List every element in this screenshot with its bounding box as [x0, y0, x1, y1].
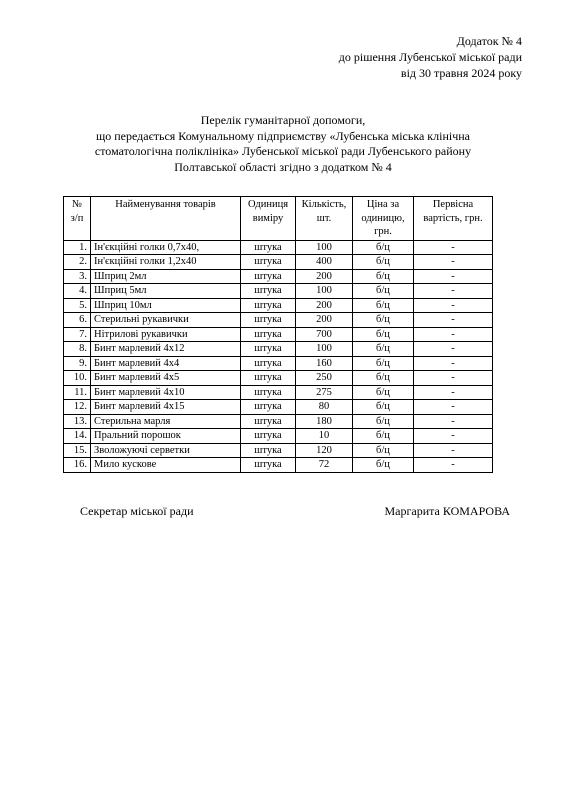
appendix-number: Додаток № 4 — [456, 34, 522, 48]
goods-table — [63, 196, 493, 473]
table-header-row — [64, 197, 493, 241]
unit-cell: штука — [241, 298, 296, 313]
quantity-cell: 100 — [296, 284, 353, 299]
unit-cell: штука — [241, 269, 296, 284]
unit-price-cell: б/ц — [353, 327, 414, 342]
row-number-cell: 16. — [64, 458, 91, 473]
initial-cost-cell: - — [414, 327, 493, 342]
item-name-cell: Мило кускове — [91, 458, 241, 473]
quantity-cell: 400 — [296, 255, 353, 270]
row-number-cell: 10. — [64, 371, 91, 386]
document-title — [0, 113, 566, 175]
unit-price-cell: б/ц — [353, 400, 414, 415]
table-row — [64, 356, 493, 371]
unit-price-cell: б/ц — [353, 342, 414, 357]
initial-cost-cell: - — [414, 255, 493, 270]
unit-cell: штука — [241, 342, 296, 357]
table-row — [64, 327, 493, 342]
appendix-header — [339, 33, 522, 81]
initial-cost-cell: - — [414, 313, 493, 328]
unit-cell: штука — [241, 385, 296, 400]
item-name-cell: Зволожуючі серветки — [91, 443, 241, 458]
row-number-cell: 12. — [64, 400, 91, 415]
unit-price-cell: б/ц — [353, 443, 414, 458]
quantity-cell: 100 — [296, 240, 353, 255]
table-row — [64, 429, 493, 444]
item-name-cell: Ін'єкційні голки 1,2х40 — [91, 255, 241, 270]
unit-price-cell: б/ц — [353, 385, 414, 400]
quantity-cell: 80 — [296, 400, 353, 415]
unit-cell: штука — [241, 327, 296, 342]
table-row — [64, 313, 493, 328]
quantity-cell: 275 — [296, 385, 353, 400]
unit-cell: штука — [241, 414, 296, 429]
initial-cost-cell: - — [414, 342, 493, 357]
item-name-cell: Бинт марлевий 4х12 — [91, 342, 241, 357]
table-row — [64, 342, 493, 357]
title-line-3: стоматологічна поліклініка» Лубенської міської ради Лубенського району — [94, 144, 472, 158]
row-number-cell: 9. — [64, 356, 91, 371]
unit-cell: штука — [241, 240, 296, 255]
item-name-cell: Стерильні рукавички — [91, 313, 241, 328]
table-row — [64, 284, 493, 299]
initial-cost-cell: - — [414, 298, 493, 313]
table-body — [64, 240, 493, 472]
unit-cell: штука — [241, 255, 296, 270]
appendix-date: від 30 травня 2024 року — [400, 66, 522, 80]
unit-cell: штука — [241, 284, 296, 299]
row-number-cell: 8. — [64, 342, 91, 357]
table-row — [64, 443, 493, 458]
initial-cost-cell: - — [414, 443, 493, 458]
table-row — [64, 298, 493, 313]
item-name-cell: Бинт марлевий 4х15 — [91, 400, 241, 415]
row-number-cell: 2. — [64, 255, 91, 270]
quantity-cell: 200 — [296, 269, 353, 284]
table-row — [64, 385, 493, 400]
table-row — [64, 400, 493, 415]
row-number-cell: 4. — [64, 284, 91, 299]
initial-cost-cell: - — [414, 414, 493, 429]
unit-cell: штука — [241, 371, 296, 386]
quantity-cell: 100 — [296, 342, 353, 357]
initial-cost-cell: - — [414, 458, 493, 473]
unit-cell: штука — [241, 356, 296, 371]
row-number-cell: 13. — [64, 414, 91, 429]
header-name: Найменування товарів — [91, 197, 241, 241]
quantity-cell: 200 — [296, 313, 353, 328]
initial-cost-cell: - — [414, 240, 493, 255]
item-name-cell: Шприц 10мл — [91, 298, 241, 313]
quantity-cell: 10 — [296, 429, 353, 444]
initial-cost-cell: - — [414, 269, 493, 284]
unit-price-cell: б/ц — [353, 255, 414, 270]
row-number-cell: 14. — [64, 429, 91, 444]
initial-cost-cell: - — [414, 371, 493, 386]
initial-cost-cell: - — [414, 385, 493, 400]
row-number-cell: 7. — [64, 327, 91, 342]
title-line-1: Перелік гуманітарної допомоги, — [200, 113, 366, 127]
title-line-4: Полтавської області згідно з додатком № 4 — [174, 159, 392, 174]
unit-cell: штука — [241, 443, 296, 458]
initial-cost-cell: - — [414, 356, 493, 371]
item-name-cell: Пральний порошок — [91, 429, 241, 444]
row-number-cell: 15. — [64, 443, 91, 458]
unit-price-cell: б/ц — [353, 429, 414, 444]
table-row — [64, 255, 493, 270]
item-name-cell: Бинт марлевий 4х4 — [91, 356, 241, 371]
header-num: № з/п — [64, 197, 91, 241]
initial-cost-cell: - — [414, 400, 493, 415]
header-qty: Кількість, шт. — [296, 197, 353, 241]
table-row — [64, 458, 493, 473]
unit-price-cell: б/ц — [353, 313, 414, 328]
initial-cost-cell: - — [414, 284, 493, 299]
unit-price-cell: б/ц — [353, 240, 414, 255]
unit-price-cell: б/ц — [353, 298, 414, 313]
quantity-cell: 700 — [296, 327, 353, 342]
title-line-2: що передається Комунальному підприємству «Лубенська міська клінічна — [96, 128, 470, 143]
unit-price-cell: б/ц — [353, 269, 414, 284]
table-row — [64, 414, 493, 429]
item-name-cell: Ін'єкційні голки 0,7х40, — [91, 240, 241, 255]
table-row — [64, 371, 493, 386]
header-unit: Одиниця виміру — [241, 197, 296, 241]
signature-name: Маргарита КОМАРОВА — [384, 504, 510, 518]
row-number-cell: 6. — [64, 313, 91, 328]
unit-price-cell: б/ц — [353, 458, 414, 473]
quantity-cell: 180 — [296, 414, 353, 429]
quantity-cell: 160 — [296, 356, 353, 371]
item-name-cell: Шприц 2мл — [91, 269, 241, 284]
quantity-cell: 72 — [296, 458, 353, 473]
row-number-cell: 3. — [64, 269, 91, 284]
item-name-cell: Стерильна марля — [91, 414, 241, 429]
unit-cell: штука — [241, 313, 296, 328]
quantity-cell: 250 — [296, 371, 353, 386]
item-name-cell: Нітрилові рукавички — [91, 327, 241, 342]
unit-price-cell: б/ц — [353, 414, 414, 429]
quantity-cell: 120 — [296, 443, 353, 458]
item-name-cell: Шприц 5мл — [91, 284, 241, 299]
initial-cost-cell: - — [414, 429, 493, 444]
unit-cell: штука — [241, 458, 296, 473]
item-name-cell: Бинт марлевий 4х10 — [91, 385, 241, 400]
unit-cell: штука — [241, 429, 296, 444]
row-number-cell: 1. — [64, 240, 91, 255]
unit-price-cell: б/ц — [353, 356, 414, 371]
table-row — [64, 240, 493, 255]
table-row — [64, 269, 493, 284]
unit-cell: штука — [241, 400, 296, 415]
row-number-cell: 5. — [64, 298, 91, 313]
unit-price-cell: б/ц — [353, 371, 414, 386]
appendix-decision: до рішення Лубенської міської ради — [338, 50, 522, 64]
signature-position: Секретар міської ради — [80, 504, 194, 518]
unit-price-cell: б/ц — [353, 284, 414, 299]
header-cost: Первісна вартість, грн. — [414, 197, 493, 241]
item-name-cell: Бинт марлевий 4х5 — [91, 371, 241, 386]
header-price: Ціна за одиницю, грн. — [353, 197, 414, 241]
quantity-cell: 200 — [296, 298, 353, 313]
row-number-cell: 11. — [64, 385, 91, 400]
